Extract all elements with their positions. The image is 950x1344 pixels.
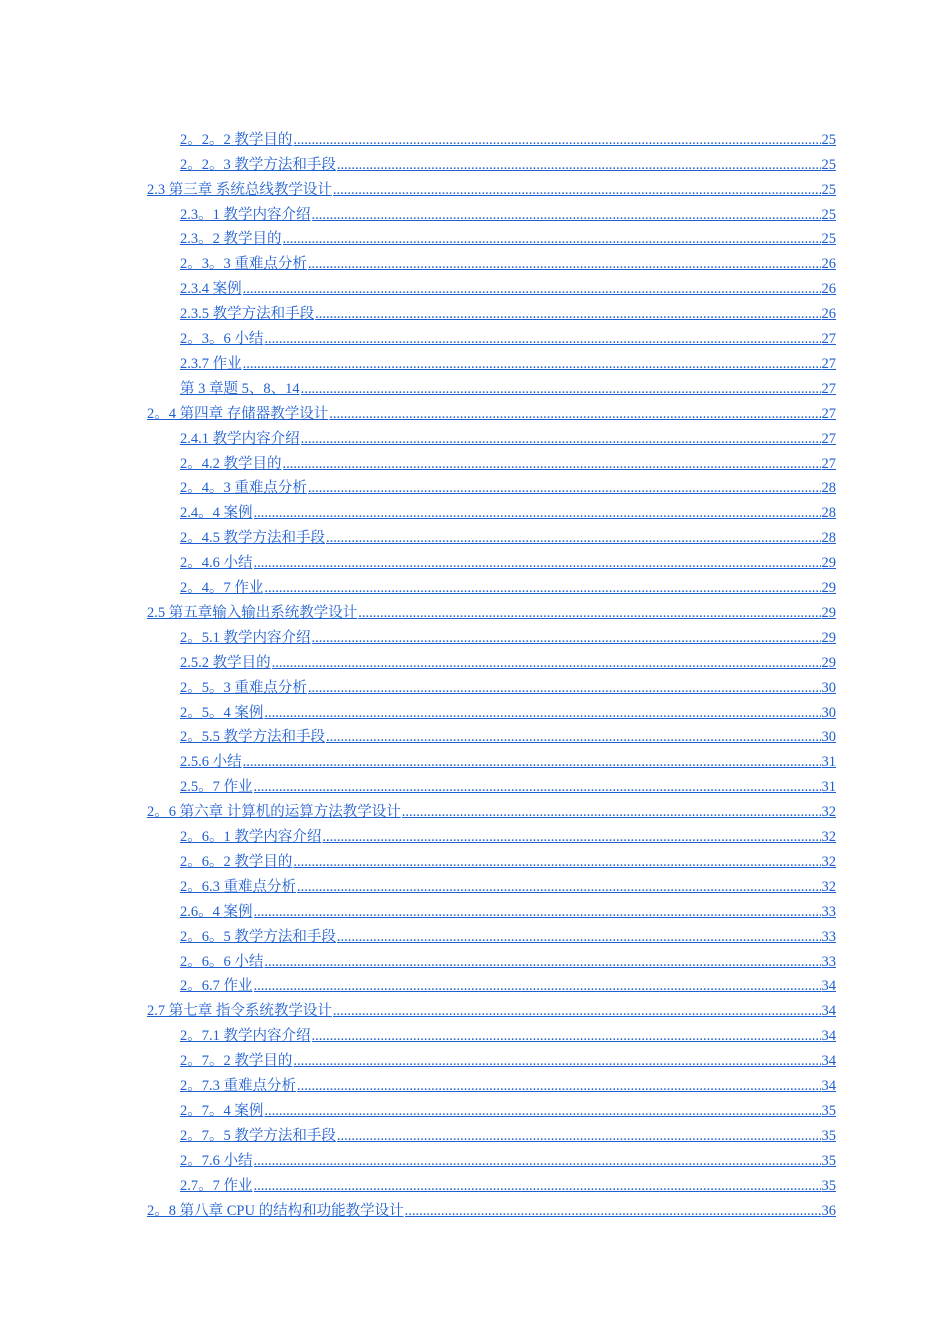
toc-dot-leader bbox=[308, 479, 821, 497]
toc-entry[interactable] bbox=[180, 149, 836, 174]
toc-entry[interactable] bbox=[180, 498, 836, 523]
toc-entry-title: 2。7.6 小结 bbox=[180, 1152, 253, 1169]
toc-dot-leader bbox=[264, 1102, 820, 1120]
toc-entry-title: 2。6.7 作业 bbox=[180, 978, 253, 995]
toc-entry-page-number: 27 bbox=[821, 405, 836, 422]
toc-entry-title: 2。5。3 重难点分析 bbox=[180, 679, 307, 696]
toc-entry-page-number: 33 bbox=[821, 903, 836, 920]
toc-dot-leader bbox=[264, 704, 820, 722]
toc-entry[interactable] bbox=[180, 747, 836, 772]
toc-entry[interactable] bbox=[180, 323, 836, 348]
toc-entry-title: 2.3 第三章 系统总线教学设计 bbox=[147, 181, 332, 198]
toc-dot-leader bbox=[264, 953, 820, 971]
toc-entry[interactable] bbox=[180, 672, 836, 697]
toc-entry-title: 2。2。3 教学方法和手段 bbox=[180, 156, 336, 173]
toc-dot-leader bbox=[358, 604, 820, 622]
toc-dot-leader bbox=[337, 1127, 821, 1145]
toc-entry[interactable] bbox=[180, 921, 836, 946]
toc-entry-page-number: 33 bbox=[821, 928, 836, 945]
toc-dot-leader bbox=[297, 1077, 821, 1095]
toc-entry[interactable] bbox=[180, 946, 836, 971]
toc-entry-page-number: 31 bbox=[821, 779, 836, 796]
toc-entry-title: 2.4.1 教学内容介绍 bbox=[180, 430, 300, 447]
toc-entry-page-number: 31 bbox=[821, 754, 836, 771]
toc-dot-leader bbox=[297, 878, 821, 896]
toc-entry-page-number: 25 bbox=[821, 181, 836, 198]
toc-entry-page-number: 25 bbox=[821, 231, 836, 248]
toc-entry[interactable] bbox=[180, 448, 836, 473]
toc-entry-page-number: 27 bbox=[821, 355, 836, 372]
toc-dot-leader bbox=[402, 803, 821, 821]
toc-dot-leader bbox=[337, 928, 821, 946]
toc-entry-page-number: 26 bbox=[821, 306, 836, 323]
toc-entry-page-number: 28 bbox=[821, 530, 836, 547]
toc-entry-title: 2。6。6 小结 bbox=[180, 953, 264, 970]
toc-entry-title: 2.5.2 教学目的 bbox=[180, 654, 271, 671]
toc-dot-leader bbox=[312, 206, 821, 224]
toc-entry[interactable] bbox=[147, 398, 836, 423]
toc-entry-page-number: 28 bbox=[821, 505, 836, 522]
toc-dot-leader bbox=[329, 405, 820, 423]
toc-entry-title: 2.3。2 教学目的 bbox=[180, 231, 282, 248]
toc-entry-page-number: 28 bbox=[821, 480, 836, 497]
toc-entry-page-number: 30 bbox=[821, 679, 836, 696]
toc-entry-page-number: 35 bbox=[821, 1127, 836, 1144]
toc-entry[interactable] bbox=[147, 174, 836, 199]
toc-entry[interactable] bbox=[180, 971, 836, 996]
toc-dot-leader bbox=[293, 853, 820, 871]
toc-entry[interactable] bbox=[180, 224, 836, 249]
toc-dot-leader bbox=[254, 778, 821, 796]
toc-dot-leader bbox=[308, 679, 821, 697]
toc-entry-page-number: 34 bbox=[821, 1028, 836, 1045]
toc-entry-title: 2。7。2 教学目的 bbox=[180, 1053, 293, 1070]
toc-entry-title: 2.7 第七章 指令系统教学设计 bbox=[147, 1003, 332, 1020]
toc-entry-page-number: 35 bbox=[821, 1152, 836, 1169]
toc-entry-title: 2.3.7 作业 bbox=[180, 355, 242, 372]
toc-entry[interactable] bbox=[180, 522, 836, 547]
toc-entry-title: 2.5.6 小结 bbox=[180, 754, 242, 771]
toc-entry-title: 2.7。7 作业 bbox=[180, 1177, 253, 1194]
toc-entry-title: 2.3.4 案例 bbox=[180, 281, 242, 298]
toc-entry-page-number: 32 bbox=[821, 878, 836, 895]
toc-entry-page-number: 25 bbox=[821, 131, 836, 148]
toc-entry-title: 2。5.5 教学方法和手段 bbox=[180, 729, 325, 746]
toc-entry-title: 2。4.5 教学方法和手段 bbox=[180, 530, 325, 547]
toc-entry-title: 第 3 章题 5、8、14 bbox=[180, 380, 300, 397]
toc-dot-leader bbox=[333, 1002, 821, 1020]
toc-entry[interactable] bbox=[180, 423, 836, 448]
toc-dot-leader bbox=[283, 230, 821, 248]
toc-entry-title: 2。4.2 教学目的 bbox=[180, 455, 282, 472]
toc-dot-leader bbox=[293, 1052, 820, 1070]
toc-entry[interactable] bbox=[180, 473, 836, 498]
toc-entry-title: 2。5。4 案例 bbox=[180, 704, 264, 721]
toc-entry[interactable] bbox=[180, 298, 836, 323]
toc-dot-leader bbox=[254, 903, 821, 921]
toc-entry-title: 2.3。1 教学内容介绍 bbox=[180, 206, 311, 223]
toc-entry[interactable] bbox=[180, 1020, 836, 1045]
toc-entry-title: 2。8 第八章 CPU 的结构和功能教学设计 bbox=[147, 1202, 404, 1219]
toc-entry-page-number: 29 bbox=[821, 629, 836, 646]
toc-entry-page-number: 36 bbox=[821, 1202, 836, 1219]
toc-entry-title: 2.5 第五章输入输出系统教学设计 bbox=[147, 604, 358, 621]
toc-entry-title: 2。6。1 教学内容介绍 bbox=[180, 829, 322, 846]
toc-entry-title: 2。5.1 教学内容介绍 bbox=[180, 629, 311, 646]
toc-entry-title: 2。3。6 小结 bbox=[180, 331, 264, 348]
toc-entry[interactable] bbox=[180, 846, 836, 871]
toc-entry-page-number: 34 bbox=[821, 1078, 836, 1095]
toc-entry-page-number: 32 bbox=[821, 804, 836, 821]
toc-entry-title: 2。7。5 教学方法和手段 bbox=[180, 1127, 336, 1144]
toc-entry-title: 2.3.5 教学方法和手段 bbox=[180, 306, 315, 323]
toc-dot-leader bbox=[322, 828, 820, 846]
toc-entry[interactable] bbox=[147, 1195, 836, 1220]
toc-entry-page-number: 34 bbox=[821, 1003, 836, 1020]
toc-entry-title: 2。4。3 重难点分析 bbox=[180, 480, 307, 497]
toc-dot-leader bbox=[254, 977, 821, 995]
toc-entry[interactable] bbox=[180, 1070, 836, 1095]
toc-entry-page-number: 34 bbox=[821, 1053, 836, 1070]
toc-dot-leader bbox=[283, 455, 821, 473]
toc-dot-leader bbox=[264, 330, 820, 348]
toc-entry-page-number: 33 bbox=[821, 953, 836, 970]
toc-entry-page-number: 29 bbox=[821, 555, 836, 572]
toc-entry-title: 2。4.6 小结 bbox=[180, 555, 253, 572]
toc-entry-title: 2.5。7 作业 bbox=[180, 779, 253, 796]
toc-entry-title: 2。4。7 作业 bbox=[180, 580, 264, 597]
toc-entry[interactable] bbox=[180, 1145, 836, 1170]
toc-entry-title: 2。7.1 教学内容介绍 bbox=[180, 1028, 311, 1045]
toc-dot-leader bbox=[272, 654, 821, 672]
toc-entry-page-number: 35 bbox=[821, 1177, 836, 1194]
toc-entry[interactable] bbox=[180, 622, 836, 647]
toc-dot-leader bbox=[243, 753, 821, 771]
toc-entry-page-number: 25 bbox=[821, 156, 836, 173]
toc-entry-title: 2。6.3 重难点分析 bbox=[180, 878, 296, 895]
toc-entry-title: 2。4 第四章 存储器教学设计 bbox=[147, 405, 329, 422]
toc-entry-page-number: 29 bbox=[821, 580, 836, 597]
toc-entry-page-number: 29 bbox=[821, 604, 836, 621]
toc-dot-leader bbox=[337, 156, 821, 174]
toc-entry-page-number: 35 bbox=[821, 1102, 836, 1119]
toc-dot-leader bbox=[301, 430, 821, 448]
toc-entry[interactable] bbox=[180, 771, 836, 796]
toc-entry-page-number: 27 bbox=[821, 380, 836, 397]
toc-dot-leader bbox=[254, 554, 821, 572]
toc-entry[interactable] bbox=[180, 1095, 836, 1120]
toc-entry[interactable] bbox=[180, 647, 836, 672]
toc-entry-page-number: 32 bbox=[821, 829, 836, 846]
toc-entry[interactable] bbox=[180, 697, 836, 722]
toc-entry[interactable] bbox=[180, 1045, 836, 1070]
toc-entry[interactable] bbox=[180, 896, 836, 921]
toc-dot-leader bbox=[326, 728, 821, 746]
toc-entry[interactable] bbox=[180, 348, 836, 373]
toc-entry[interactable] bbox=[180, 821, 836, 846]
toc-entry-page-number: 27 bbox=[821, 430, 836, 447]
toc-dot-leader bbox=[333, 181, 821, 199]
toc-dot-leader bbox=[312, 1027, 821, 1045]
toc-dot-leader bbox=[254, 1177, 821, 1195]
toc-entry[interactable] bbox=[180, 547, 836, 572]
toc-entry-title: 2。3。3 重难点分析 bbox=[180, 256, 307, 273]
toc-entry-title: 2。7。4 案例 bbox=[180, 1102, 264, 1119]
toc-entry[interactable] bbox=[180, 1170, 836, 1195]
toc-dot-leader bbox=[326, 529, 821, 547]
toc-entry-page-number: 26 bbox=[821, 256, 836, 273]
toc-dot-leader bbox=[312, 629, 821, 647]
toc-entry-page-number: 27 bbox=[821, 455, 836, 472]
toc-entry[interactable] bbox=[180, 249, 836, 274]
toc-dot-leader bbox=[308, 255, 821, 273]
toc-entry-page-number: 32 bbox=[821, 853, 836, 870]
toc-dot-leader bbox=[254, 504, 821, 522]
toc-entry-page-number: 30 bbox=[821, 729, 836, 746]
toc-dot-leader bbox=[243, 355, 821, 373]
toc-entry-page-number: 27 bbox=[821, 331, 836, 348]
toc-entry-page-number: 30 bbox=[821, 704, 836, 721]
toc-dot-leader bbox=[405, 1202, 821, 1220]
toc-entry[interactable] bbox=[180, 124, 836, 149]
toc-dot-leader bbox=[254, 1152, 821, 1170]
toc-dot-leader bbox=[315, 305, 820, 323]
toc-entry[interactable] bbox=[147, 796, 836, 821]
toc-dot-leader bbox=[301, 380, 821, 398]
toc-entry-title: 2。6。2 教学目的 bbox=[180, 853, 293, 870]
toc-entry-page-number: 26 bbox=[821, 281, 836, 298]
toc-dot-leader bbox=[293, 131, 820, 149]
toc-entry-title: 2.4。4 案例 bbox=[180, 505, 253, 522]
toc-entry-page-number: 25 bbox=[821, 206, 836, 223]
toc-entry-title: 2。6。5 教学方法和手段 bbox=[180, 928, 336, 945]
toc-entry[interactable] bbox=[180, 273, 836, 298]
toc-entry-title: 2。7.3 重难点分析 bbox=[180, 1078, 296, 1095]
toc-entry[interactable] bbox=[147, 597, 836, 622]
toc-entry[interactable] bbox=[180, 199, 836, 224]
toc-entry[interactable] bbox=[147, 996, 836, 1021]
toc-entry-title: 2。6 第六章 计算机的运算方法教学设计 bbox=[147, 804, 401, 821]
toc-entry[interactable] bbox=[180, 572, 836, 597]
toc-entry-title: 2.6。4 案例 bbox=[180, 903, 253, 920]
toc-entry-page-number: 29 bbox=[821, 654, 836, 671]
toc-dot-leader bbox=[243, 280, 821, 298]
toc-entry[interactable] bbox=[180, 722, 836, 747]
toc-dot-leader bbox=[264, 579, 820, 597]
toc-entry[interactable] bbox=[180, 1120, 836, 1145]
toc-entry-title: 2。2。2 教学目的 bbox=[180, 131, 293, 148]
toc-entry-page-number: 34 bbox=[821, 978, 836, 995]
toc-entry[interactable] bbox=[180, 871, 836, 896]
toc-entry[interactable] bbox=[180, 373, 836, 398]
